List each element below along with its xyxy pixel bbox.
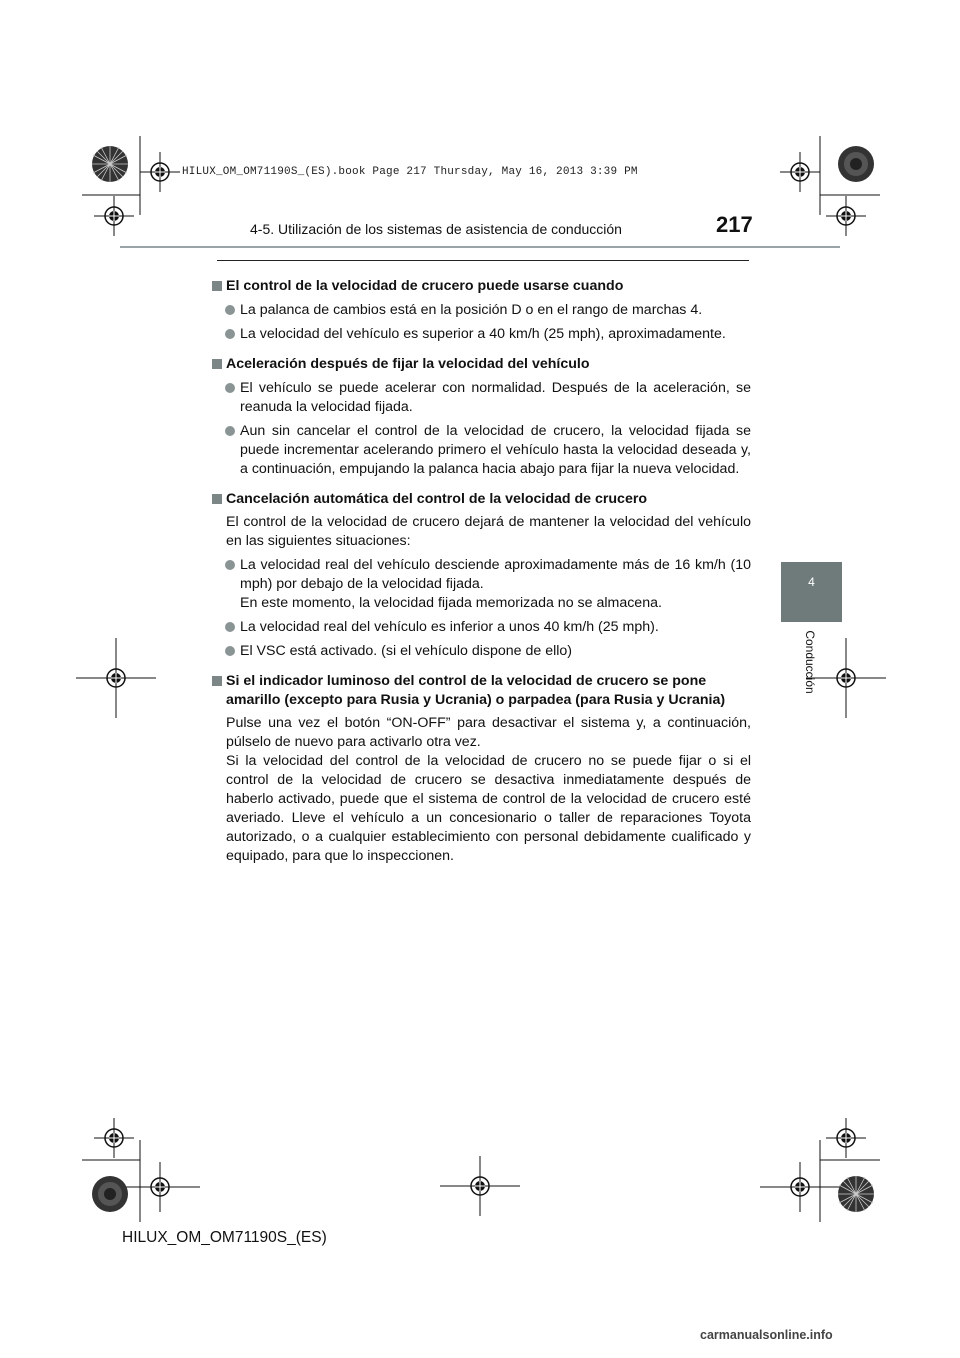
square-bullet-icon (212, 494, 222, 504)
crosshair-target-icon (120, 1162, 200, 1212)
square-bullet-icon (212, 281, 222, 291)
circle-bullet-icon (225, 646, 235, 656)
list-item: El VSC está activado. (si el vehículo dispone de ello) (211, 642, 751, 661)
crosshair-target-icon (806, 638, 886, 718)
registration-wheel-icon (836, 1174, 876, 1214)
list-item: La velocidad real del vehículo es inferior a unos 40 km/h (25 mph). (211, 618, 751, 637)
crosshair-target-icon (94, 1118, 134, 1158)
circle-bullet-icon (225, 305, 235, 315)
list-item: La palanca de cambios está en la posición D o en el rango de marchas 4. (211, 301, 751, 320)
section-heading: Aceleración después de fijar la velocidad del vehículo (211, 355, 751, 374)
content-top-rule (217, 260, 749, 261)
registration-wheel-icon (90, 144, 130, 184)
chapter-label: Conducción (803, 630, 817, 694)
square-bullet-icon (212, 676, 222, 686)
page-content (211, 266, 751, 870)
section-header: 4-5. Utilización de los sistemas de asistencia de conducción (250, 221, 622, 237)
list-item: El vehículo se puede acelerar con normalidad. Después de la aceleración, se reanuda la velocidad fijada. (211, 379, 751, 417)
chapter-tab (781, 562, 842, 622)
circle-bullet-icon (225, 622, 235, 632)
circle-bullet-icon (225, 560, 235, 570)
watermark: carmanualsonline.info (700, 1328, 833, 1342)
crosshair-target-icon (94, 196, 134, 236)
square-bullet-icon (212, 359, 222, 369)
chapter-number: 4 (808, 575, 815, 589)
manual-code-footer: HILUX_OM_OM71190S_(ES) (122, 1229, 327, 1246)
registration-wheel-icon (90, 1174, 130, 1214)
crosshair-target-icon (826, 196, 866, 236)
crosshair-target-icon (440, 1156, 520, 1216)
paragraph: Pulse una vez el botón “ON-OFF” para desactivar el sistema y, a continuación, púlselo de nuevo para activarlo otra vez. Si la velocidad del control de la velocidad de crucero no se puede fijar o si el control de la velocidad de crucero se desactiva inmediatamente después de haberlo activado, puede que el sistema de control de la velocidad de crucero esté averiado. Lleve el vehículo a un concesionario o taller de reparaciones Toyota autorizado, o a cualquier establecimiento con personal debidamente cualificado y equipado, para que lo inspeccionen. (226, 715, 751, 864)
header-rule (120, 246, 840, 248)
book-info-line: HILUX_OM_OM71190S_(ES).book Page 217 Thursday, May 16, 2013 3:39 PM (182, 166, 638, 178)
crosshair-target-icon (76, 638, 156, 718)
list-item: La velocidad del vehículo es superior a 40 km/h (25 mph), aproximadamente. (211, 325, 751, 344)
section-heading: Cancelación automática del control de la velocidad de crucero (211, 490, 751, 509)
paragraph: El control de la velocidad de crucero dejará de mantener la velocidad del vehículo en las siguientes situaciones: (226, 514, 751, 549)
list-item: La velocidad real del vehículo desciende aproximadamente más de 16 km/h (10 mph) por debajo de la velocidad fijada. En este momento, la velocidad fijada memorizada no se almacena. (211, 556, 751, 613)
registration-wheel-icon (836, 144, 876, 184)
crosshair-target-icon (780, 152, 820, 192)
circle-bullet-icon (225, 383, 235, 393)
section-heading: Si el indicador luminoso del control de la velocidad de crucero se pone amarillo (excepto para Rusia y Ucrania) o parpadea (para Rusia y Ucrania) (211, 672, 751, 710)
page-number: 217 (716, 212, 753, 237)
crosshair-target-icon (760, 1162, 840, 1212)
crosshair-target-icon (140, 152, 180, 192)
section-heading: El control de la velocidad de crucero puede usarse cuando (211, 277, 751, 296)
circle-bullet-icon (225, 329, 235, 339)
circle-bullet-icon (225, 426, 235, 436)
list-item: Aun sin cancelar el control de la velocidad de crucero, la velocidad fijada se puede incrementar acelerando primero el vehículo hasta la velocidad deseada y, a continuación, empujando la palanca hacia abajo para fijar la nueva velocidad. (211, 422, 751, 479)
crosshair-target-icon (826, 1118, 866, 1158)
